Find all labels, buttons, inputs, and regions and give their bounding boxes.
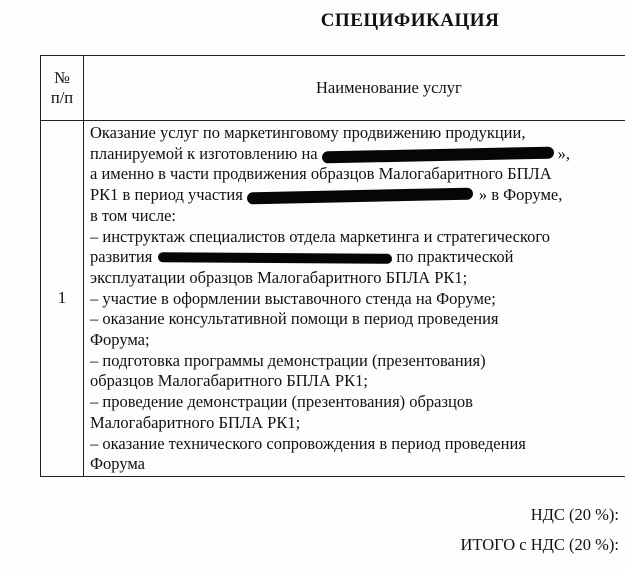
description-text: РК1 в период участия bbox=[90, 185, 243, 205]
redaction-mark bbox=[158, 253, 392, 265]
description-line bbox=[90, 247, 625, 268]
column-header-name: Наименование услуг bbox=[84, 56, 625, 121]
description-line: Форума bbox=[90, 454, 146, 474]
redaction-mark bbox=[322, 146, 554, 163]
column-header-number bbox=[41, 56, 84, 121]
column-header-number-symbol: № bbox=[54, 68, 70, 87]
total-with-vat-label: ИТОГО с НДС (20 %): bbox=[460, 535, 619, 554]
service-description bbox=[84, 121, 625, 477]
description-text: » в Форуме, bbox=[478, 185, 563, 205]
redaction-mark bbox=[247, 188, 473, 205]
table-row bbox=[41, 121, 625, 477]
description-line bbox=[90, 185, 625, 206]
description-line: а именно в части продвижения образцов Малогабаритного БПЛА bbox=[90, 164, 552, 184]
description-line: – оказание технического сопровождения в период проведения bbox=[90, 433, 526, 453]
description-line: – инструктаж специалистов отдела маркетинга и стратегического bbox=[90, 226, 550, 246]
table-header-row bbox=[41, 56, 625, 121]
description-line: Форума; bbox=[90, 330, 150, 350]
description-line: Оказание услуг по маркетинговому продвижению продукции, bbox=[90, 123, 526, 142]
description-line bbox=[90, 144, 625, 165]
description-line: Малогабаритного БПЛА РК1; bbox=[90, 412, 301, 432]
description-line: – подготовка программы демонстрации (презентования) bbox=[90, 350, 486, 370]
row-number: 1 bbox=[41, 121, 84, 477]
description-line: эксплуатации образцов Малогабаритного БПЛА РК1; bbox=[90, 267, 468, 287]
column-header-number-abbrev: п/п bbox=[50, 88, 74, 107]
description-line: – участие в оформлении выставочного стенда на Форуме; bbox=[90, 288, 496, 308]
description-text: », bbox=[557, 143, 570, 163]
document-title: СПЕЦИФИКАЦИЯ bbox=[320, 10, 500, 31]
description-line: образцов Малогабаритного БПЛА РК1; bbox=[90, 371, 368, 391]
vat-label: НДС (20 %): bbox=[530, 505, 619, 524]
specification-table bbox=[40, 55, 625, 477]
description-line: в том числе: bbox=[90, 205, 177, 225]
description-text: планируемой к изготовлению на bbox=[90, 143, 318, 163]
description-line: – оказание консультативной помощи в период проведения bbox=[90, 309, 499, 329]
description-text: развития bbox=[90, 247, 153, 267]
description-text: по практической bbox=[396, 247, 514, 267]
description-line: – проведение демонстрации (презентования) образцов bbox=[90, 392, 473, 412]
